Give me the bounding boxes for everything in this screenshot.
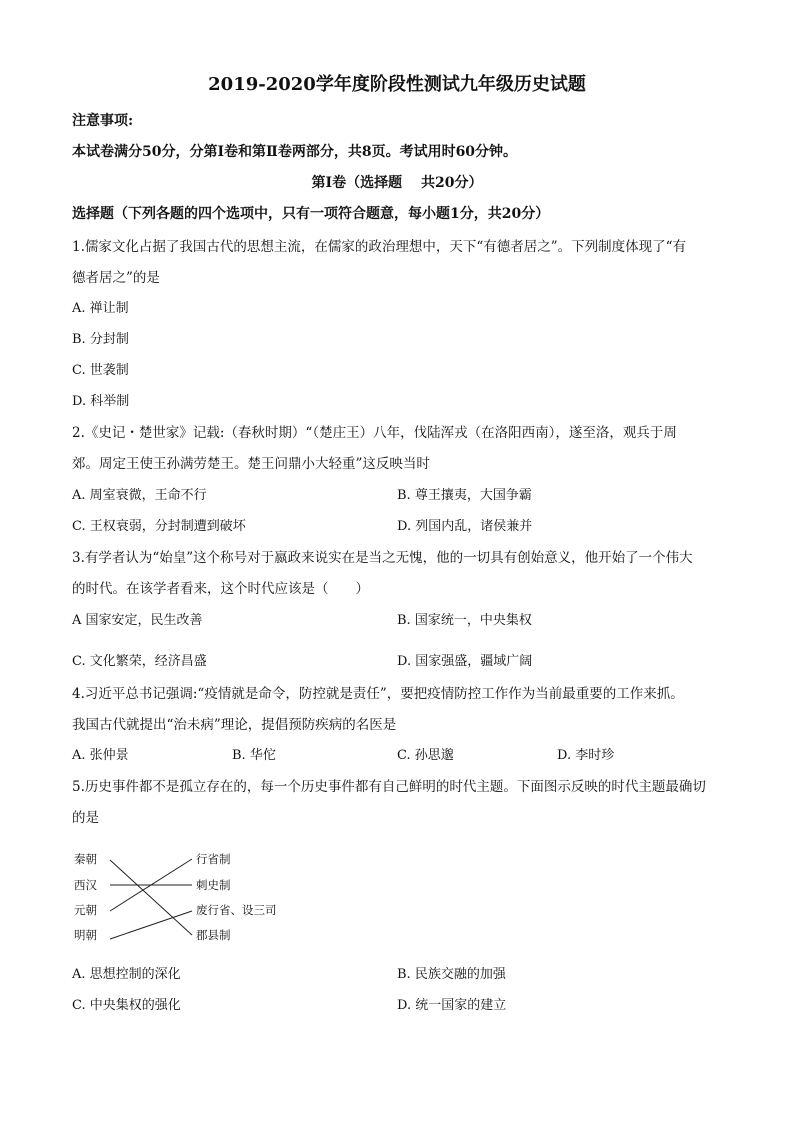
question-4-option-c[interactable]: C. 孙思邈 [397, 748, 454, 763]
question-2-option-b[interactable]: B. 尊王攘夷，大国争霸 [397, 488, 532, 503]
diagram-right-xingsheng: 行省制 [196, 852, 231, 866]
question-2-option-a[interactable]: A. 周室衰微，王命不行 [72, 488, 207, 503]
link-qin-junxian [110, 860, 192, 935]
question-2-line-2: 郊。周定王使王孙满劳楚王。楚王问鼎小大轻重”这反映当时 [72, 456, 430, 472]
diagram-left-qin: 秦朝 [74, 852, 97, 866]
question-2-option-d[interactable]: D. 列国内乱，诸侯兼并 [397, 519, 533, 534]
question-2-option-c[interactable]: C. 王权衰弱，分封制遭到破坏 [72, 519, 246, 534]
question-3-option-d[interactable]: D. 国家强盛，疆域广阔 [397, 654, 533, 669]
question-5-option-a[interactable]: A. 思想控制的深化 [72, 967, 181, 982]
diagram-right-cishi: 刺史制 [196, 878, 231, 892]
question-2-line-1: 2.《史记・楚世家》记载:（春秋时期）“（楚庄王）八年，伐陆浑戎（在洛阳西南），遂至洛，观兵于周 [72, 425, 677, 441]
section-instruction: 选择题（下列各题的四个选项中，只有一项符合题意，每小题1分，共20分） [72, 206, 550, 222]
question-1-option-a[interactable]: A. 禅让制 [72, 301, 129, 316]
notice-text: 本试卷满分50分，分第Ⅰ卷和第Ⅱ卷两部分，共8页。考试用时60分钟。 [72, 144, 518, 160]
question-5-line-2: 的是 [72, 810, 99, 826]
diagram-left-xihan: 西汉 [74, 878, 97, 892]
question-5-option-d[interactable]: D. 统一国家的建立 [397, 998, 507, 1013]
question-3-option-c[interactable]: C. 文化繁荣，经济昌盛 [72, 654, 207, 669]
question-4-option-b[interactable]: B. 华佗 [232, 748, 276, 763]
question-4-line-1: 4.习近平总书记强调:“疫情就是命令，防控就是责任”，要把疫情防控工作作为当前最重要的工作来抓。 [72, 686, 684, 702]
notice-heading: 注意事项: [72, 113, 134, 129]
question-1-line-1: 1.儒家文化占据了我国古代的思想主流，在儒家的政治理想中，天下“有德者居之”。下列制度体现了“有 [72, 239, 687, 255]
question-3-line-1: 3.有学者认为“始皇”这个称号对于嬴政来说实在是当之无愧，他的一切具有创始意义，他开始了一个伟大 [72, 550, 693, 566]
question-3-option-b[interactable]: B. 国家统一，中央集权 [397, 613, 532, 628]
question-4-option-d[interactable]: D. 李时珍 [557, 748, 615, 763]
question-4-line-2: 我国古代就提出“治未病”理论，提倡预防疾病的名医是 [72, 717, 397, 733]
question-3-line-2: 的时代。在该学者看来，这个时代应该是（ ） [72, 581, 369, 597]
section-title: 第Ⅰ卷（选择题 共20分） [311, 175, 483, 191]
question-1-option-b[interactable]: B. 分封制 [72, 332, 129, 347]
dynasty-system-matching-diagram [70, 845, 320, 945]
exam-title: 2019-2020学年度阶段性测试九年级历史试题 [208, 74, 586, 95]
question-5-option-b[interactable]: B. 民族交融的加强 [397, 967, 506, 982]
question-5-line-1: 5.历史事件都不是孤立存在的，每一个历史事件都有自己鲜明的时代主题。下面图示反映的时代主题最确切 [72, 779, 706, 795]
question-4-option-a[interactable]: A. 张仲景 [72, 748, 129, 763]
question-5-option-c[interactable]: C. 中央集权的强化 [72, 998, 181, 1013]
question-1-option-d[interactable]: D. 科举制 [72, 394, 130, 409]
diagram-right-junxian: 郡县制 [196, 928, 231, 942]
diagram-right-sansi: 废行省、设三司 [196, 903, 277, 917]
question-3-option-a[interactable]: A 国家安定，民生改善 [72, 613, 203, 628]
diagram-left-ming: 明朝 [74, 928, 97, 942]
question-1-line-2: 德者居之”的是 [72, 270, 160, 286]
link-ming-sansi [110, 911, 192, 939]
question-1-option-c[interactable]: C. 世袭制 [72, 363, 129, 378]
diagram-left-yuan: 元朝 [74, 903, 97, 917]
